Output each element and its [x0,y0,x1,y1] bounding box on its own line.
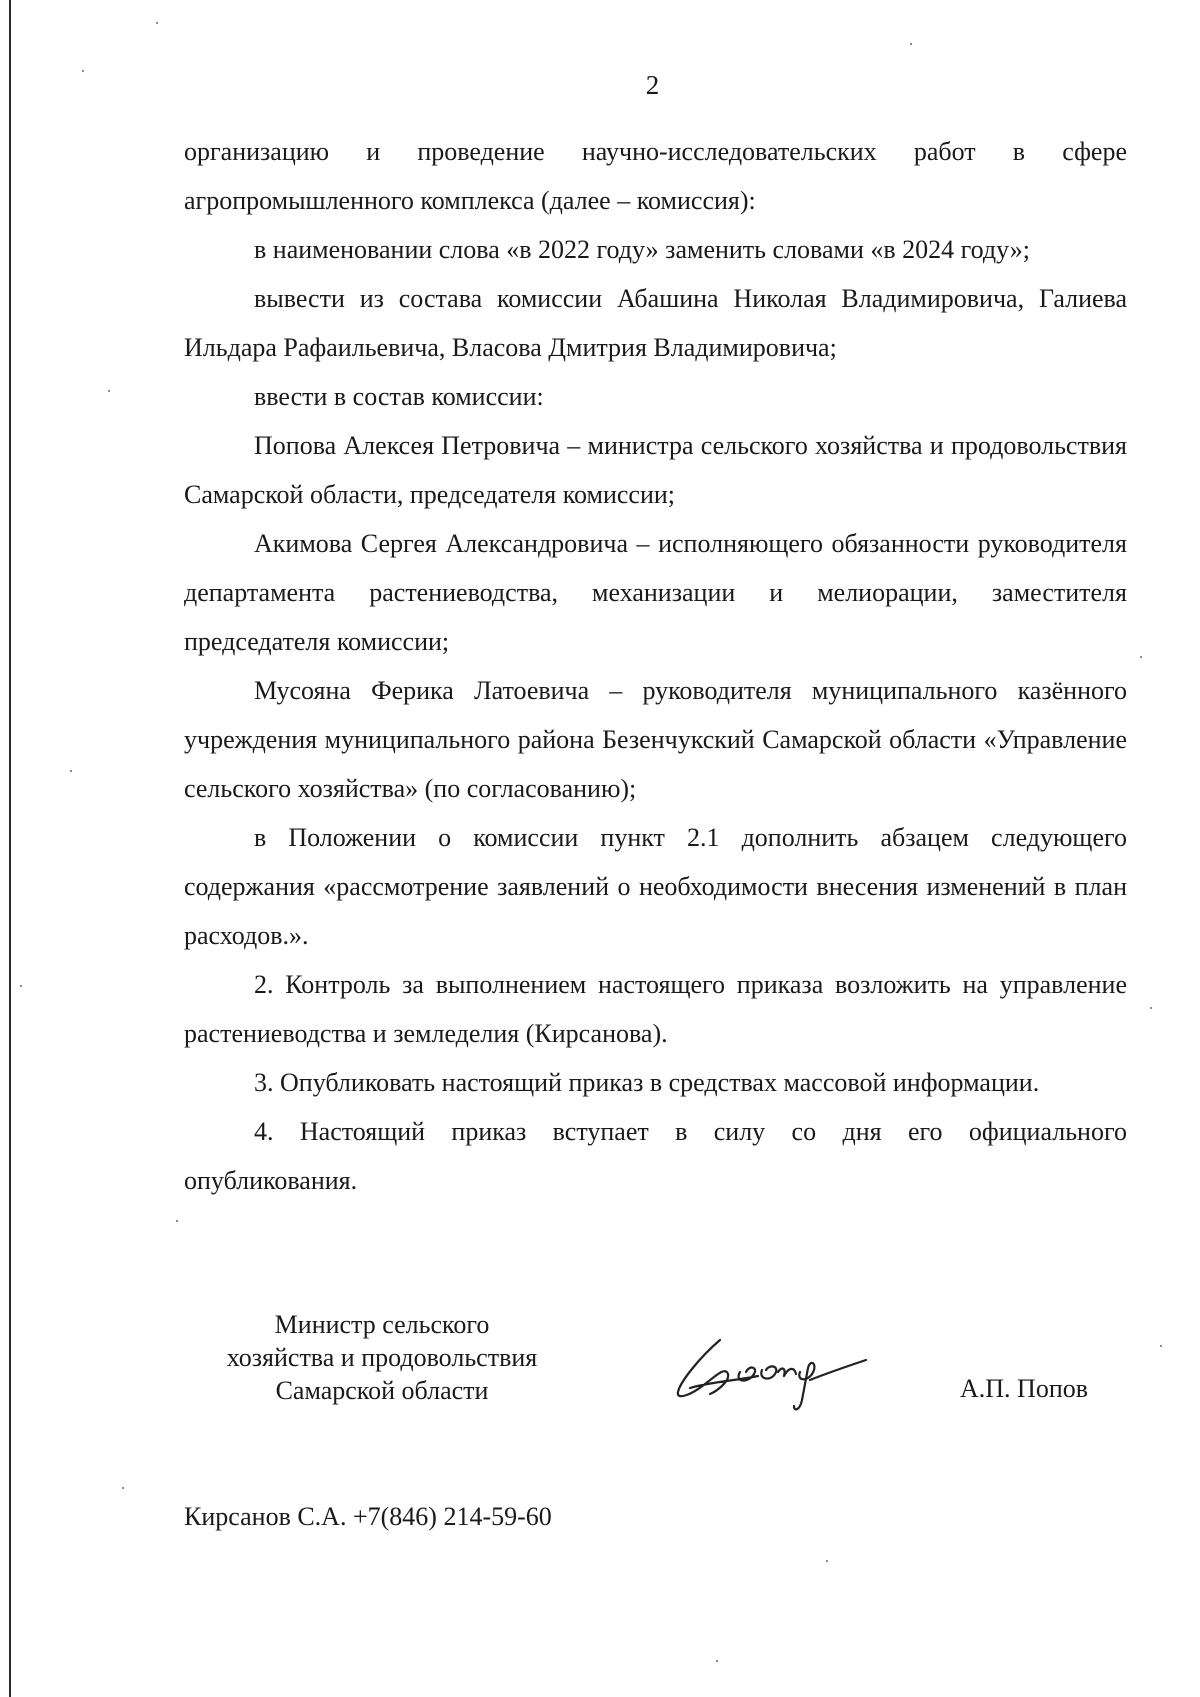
paragraph: вывести из состава комиссии Абашина Николая Владимировича, Галиева Ильдара Рафаильевича, Власова Дмитрия Владимировича; [184,284,1127,362]
scan-speck [108,390,110,392]
position-line: хозяйства и продовольствия [226,1343,538,1372]
contact-info: Кирсанов С.А. +7(846) 214-59-60 [184,1502,552,1531]
paragraph: 4. Настоящий приказ вступает в силу со дня его официального опубликования. [184,1117,1127,1195]
document-body [184,127,1127,1205]
paragraph: в Положении о комиссии пункт 2.1 дополнить абзацем следующего содержания «рассмотрение заявлений о необходимости внесения изменений в план расходов.». [184,823,1127,950]
scan-speck [156,22,158,24]
paragraph: ввести в состав комиссии: [254,382,544,411]
paragraph: Мусояна Ферика Латоевича – руководителя муниципального казённого учреждения муниципального района Безенчукский Самарской области «Управление сельского хозяйства» (по согласованию); [184,676,1127,803]
scan-speck [82,70,84,72]
scan-speck [1150,1007,1152,1009]
position-line: Министр сельского [274,1310,490,1339]
page-number: 2 [645,70,660,100]
paragraph: организацию и проведение научно-исследовательских работ в сфере агропромышленного комплекса (далее – комиссия): [184,137,1127,215]
scan-speck [716,1660,718,1662]
scan-speck [122,1487,124,1489]
scan-speck [910,43,912,45]
scan-speck [1160,1345,1162,1347]
scan-speck [70,770,72,772]
position-line: Самарской области [275,1376,489,1405]
signer-name: А.П. Попов [960,1374,1089,1403]
scan-speck [20,985,22,987]
scan-speck [826,1560,828,1562]
scan-speck [1140,656,1142,658]
scan-speck [176,1220,178,1222]
signatory-position [196,1308,568,1407]
handwritten-signature [670,1322,870,1422]
scan-left-edge [9,0,11,1697]
paragraph: в наименовании слова «в 2022 году» заменить словами «в 2024 году»; [254,235,1031,264]
paragraph: Попова Алексея Петровича – министра сельского хозяйства и продовольствия Самарской области, председателя комиссии; [184,431,1127,509]
paragraph: 3. Опубликовать настоящий приказ в средствах массовой информации. [254,1068,1040,1097]
paragraph: Акимова Сергея Александровича – исполняющего обязанности руководителя департамента растениеводства, механизации и мелиорации, заместителя председателя комиссии; [184,529,1127,656]
paragraph: 2. Контроль за выполнением настоящего приказа возложить на управление растениеводства и земледелия (Кирсанова). [184,970,1127,1048]
